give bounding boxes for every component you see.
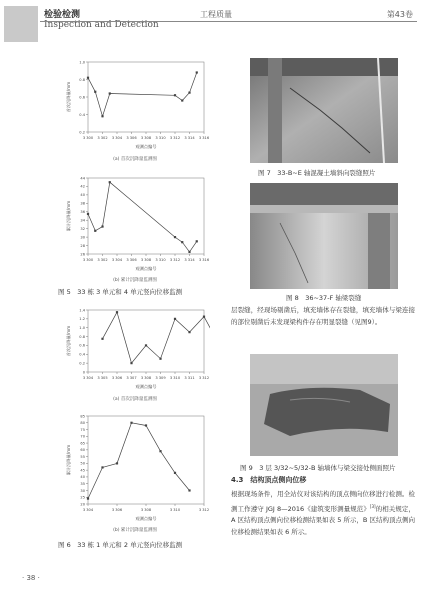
data-point — [101, 115, 103, 117]
section-title-cn: 检验检测 — [44, 10, 81, 20]
figure-caption-8: 图 8 36~37-F 轴梁裂缝 — [286, 294, 362, 302]
data-point — [174, 472, 176, 474]
data-point — [130, 362, 132, 364]
x-tick-label: 3 302 — [97, 136, 108, 140]
x-tick-label: 3 304 — [111, 136, 123, 140]
x-tick-label: 3 308 — [140, 376, 152, 380]
data-point — [101, 225, 103, 227]
y-tick-label: 60 — [80, 448, 85, 453]
series-line — [88, 73, 197, 117]
y-axis-label: 首次沉降量/mm — [66, 81, 71, 113]
chart-fig5b — [62, 172, 210, 276]
subcaption-fig6b: (b) 累计沉降量监测图 — [113, 528, 157, 533]
data-point — [109, 92, 111, 94]
y-tick-label: 0.6 — [79, 343, 85, 348]
chart-fig6b — [62, 410, 210, 526]
y-tick-label: 32 — [80, 226, 85, 231]
y-axis-label: 累计沉降量/mm — [66, 200, 71, 232]
x-tick-label: 3 306 — [111, 376, 123, 380]
y-tick-label: 38 — [80, 201, 85, 206]
figure-caption-9: 图 9 3 层 3/32~5/32-B 轴墙体与梁交接处侧面照片 — [240, 464, 396, 472]
figure-caption-7: 图 7 33-B~E 轴混凝土墙斜向裂缝照片 — [258, 169, 376, 177]
crack-photo-fig7 — [250, 58, 398, 163]
y-tick-label: 45 — [80, 468, 85, 473]
x-tick-label: 3 308 — [140, 258, 152, 262]
data-point — [196, 240, 198, 242]
data-point — [188, 331, 190, 333]
data-point — [87, 213, 89, 215]
body-paragraph-1: 层裂缝，经现场剔凿后，填充墙体存在裂缝，填充墙体与梁连接的部位剔凿后未发现梁构件存在明显裂缝（见图9）。 — [231, 306, 415, 326]
x-tick-label: 3 308 — [140, 508, 152, 512]
plot-frame — [88, 416, 204, 504]
x-axis-label: 观测点编号 — [135, 144, 157, 149]
y-tick-label: 44 — [80, 176, 85, 181]
data-point — [196, 71, 198, 73]
data-point — [94, 230, 96, 232]
data-point — [174, 236, 176, 238]
x-tick-label: 3 304 — [111, 258, 123, 262]
chart-fig6a — [62, 304, 210, 394]
page-number: · 38 · — [22, 574, 40, 582]
data-point — [116, 462, 118, 464]
y-tick-label: 25 — [80, 495, 85, 500]
series-line — [88, 182, 197, 252]
y-tick-label: 40 — [80, 193, 85, 198]
wall-photo-fig9 — [250, 354, 398, 456]
subcaption-fig5a: (a) 首次沉降量监测图 — [113, 157, 157, 162]
data-point — [174, 94, 176, 96]
data-point — [181, 241, 183, 243]
x-tick-label: 3 305 — [97, 376, 108, 380]
subcaption-fig6a: (a) 首次沉降量监测图 — [113, 397, 157, 402]
y-tick-label: 85 — [80, 414, 85, 419]
y-tick-label: 1.2 — [79, 317, 85, 322]
data-point — [145, 344, 147, 346]
x-tick-label: 3 306 — [126, 258, 137, 262]
x-tick-label: 3 306 — [126, 136, 137, 140]
y-tick-label: 1.0 — [79, 326, 85, 331]
x-tick-label: 3 311 — [184, 376, 195, 380]
x-tick-label: 3 312 — [169, 136, 181, 140]
citation-ref: [3] — [369, 503, 376, 509]
data-point — [188, 92, 190, 94]
y-tick-label: 80 — [80, 421, 85, 426]
y-tick-label: 30 — [80, 235, 85, 240]
y-tick-label: 70 — [80, 434, 85, 439]
data-point — [181, 99, 183, 101]
y-axis-label: 累计沉降量/mm — [66, 444, 71, 476]
x-tick-label: 3 300 — [82, 258, 94, 262]
section-title-en: Inspection and Detection — [44, 20, 159, 30]
y-tick-label: 0.8 — [79, 77, 85, 82]
data-point — [130, 422, 132, 424]
data-point — [109, 181, 111, 183]
y-axis-label: 首次沉降量/mm — [66, 325, 71, 357]
y-tick-label: 0.4 — [79, 112, 85, 117]
x-tick-label: 3 304 — [82, 376, 94, 380]
plot-frame — [88, 62, 204, 132]
y-tick-label: 65 — [80, 441, 85, 446]
data-point — [87, 77, 89, 79]
y-tick-label: 0.2 — [79, 361, 85, 366]
series-line — [103, 312, 211, 363]
series-line — [88, 423, 190, 499]
x-tick-label: 3 304 — [82, 508, 94, 512]
data-point — [116, 311, 118, 313]
y-tick-label: 34 — [80, 218, 85, 223]
plot-frame — [88, 178, 204, 254]
y-tick-label: 0.4 — [79, 352, 85, 357]
x-tick-label: 3 310 — [155, 136, 166, 140]
y-tick-label: 26 — [80, 252, 85, 257]
journal-name: 工程质量 — [200, 10, 232, 19]
x-tick-label: 3 316 — [198, 136, 210, 140]
data-point — [101, 338, 103, 340]
x-tick-label: 3 312 — [198, 508, 210, 512]
y-tick-label: 0.6 — [79, 95, 85, 100]
body-paragraph-2: 根据现场条件，用全站仪对该结构的顶点侧向位移进行检测。检测工作遵守 JGJ 8—2016《建筑变形测量规范》[3]的相关规定，A 区结构顶点侧向位移检测结果如表 5 所示，B 区结构顶点侧向位移检测结果如表 6 所示。 — [231, 490, 416, 536]
y-tick-label: 30 — [80, 488, 85, 493]
x-tick-label: 3 314 — [184, 258, 195, 262]
x-tick-label: 3 316 — [198, 258, 210, 262]
x-tick-label: 3 310 — [155, 258, 166, 262]
data-point — [159, 450, 161, 452]
data-point — [188, 251, 190, 253]
plot-frame — [88, 310, 204, 372]
x-tick-label: 3 302 — [97, 258, 108, 262]
x-tick-label: 3 310 — [169, 376, 181, 380]
x-tick-label: 3 312 — [198, 376, 210, 380]
subcaption-fig5b: (b) 累计沉降量监测图 — [113, 278, 157, 283]
y-tick-label: 28 — [80, 243, 85, 248]
data-point — [94, 91, 96, 93]
section-badge — [4, 6, 38, 42]
y-tick-label: 50 — [80, 461, 85, 466]
y-tick-label: 55 — [80, 454, 85, 459]
x-tick-label: 3 306 — [111, 508, 123, 512]
chart-fig5a — [62, 56, 210, 154]
data-point — [87, 497, 89, 499]
y-tick-label: 40 — [80, 475, 85, 480]
data-point — [188, 489, 190, 491]
x-axis-label: 观测点编号 — [135, 516, 157, 521]
y-tick-label: 0.2 — [79, 130, 85, 135]
figure-caption-5: 图 5 33 栋 3 单元和 4 单元竖向位移监测 — [58, 288, 183, 296]
x-tick-label: 3 308 — [140, 136, 152, 140]
data-point — [101, 466, 103, 468]
y-tick-label: 42 — [80, 184, 85, 189]
y-tick-label: 0.8 — [79, 334, 85, 339]
figure-caption-6: 图 6 33 栋 1 单元和 2 单元竖向位移监测 — [58, 541, 183, 549]
x-tick-label: 3 314 — [184, 136, 195, 140]
volume-number: 第43卷 — [386, 10, 413, 19]
y-tick-label: 35 — [80, 481, 85, 486]
data-point — [174, 318, 176, 320]
x-tick-label: 3 309 — [155, 376, 166, 380]
data-point — [203, 316, 205, 318]
y-tick-label: 1.4 — [79, 308, 85, 313]
x-tick-label: 3 312 — [169, 258, 181, 262]
x-tick-label: 3 300 — [82, 136, 94, 140]
x-axis-label: 观测点编号 — [135, 266, 157, 271]
y-tick-label: 20 — [80, 502, 85, 507]
y-tick-label: 0 — [82, 370, 85, 375]
x-tick-label: 3 307 — [126, 376, 137, 380]
data-point — [145, 424, 147, 426]
y-tick-label: 75 — [80, 427, 85, 432]
x-tick-label: 3 310 — [169, 508, 181, 512]
y-tick-label: 1.0 — [79, 60, 85, 65]
y-tick-label: 36 — [80, 210, 85, 215]
section-heading-4-3: 4.3 结构顶点侧向位移 — [231, 476, 307, 484]
x-axis-label: 观测点编号 — [135, 384, 157, 389]
header-rule — [40, 21, 417, 22]
data-point — [159, 358, 161, 360]
beam-photo-fig8 — [250, 183, 398, 289]
